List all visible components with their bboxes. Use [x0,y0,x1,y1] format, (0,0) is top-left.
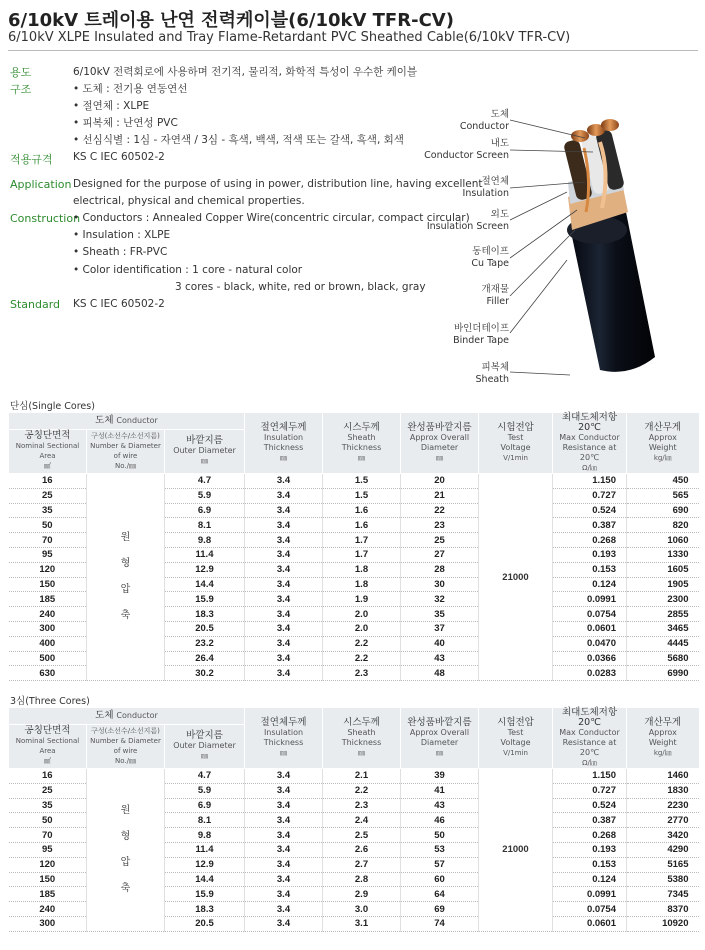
outer-diameter-cell: 26.4 [165,651,245,666]
overall-diameter-cell: 22 [401,503,479,518]
insulation-cell: 3.4 [245,533,323,548]
sheath-cell: 3.0 [323,902,401,917]
sheath-header: 시스두께 Sheath Thickness ㎜ [323,413,401,474]
title-divider [8,50,698,51]
insulation-cell: 3.4 [245,902,323,917]
overall-diameter-cell: 23 [401,518,479,533]
test-voltage-cell: 21000 [479,769,553,932]
outer-diameter-cell: 30.2 [165,666,245,681]
weight-cell: 2230 [627,798,699,813]
outer-diameter-cell: 4.7 [165,474,245,489]
overall-diameter-cell: 32 [401,592,479,607]
sheath-cell: 2.3 [323,798,401,813]
sheath-cell: 2.0 [323,607,401,622]
overall-header: 완성품바깥지름 Approx Overall Diameter ㎜ [401,708,479,769]
overall-diameter-cell: 21 [401,488,479,503]
insulation-cell: 3.4 [245,488,323,503]
weight-cell: 1605 [627,562,699,577]
weight-cell: 5680 [627,651,699,666]
area-cell: 70 [9,533,87,548]
application-line: Designed for the purpose of using in power, distribution line, having excellent [73,178,483,190]
resistance-cell: 0.153 [553,562,627,577]
standard-label-en: Standard [10,298,61,311]
outer-diameter-cell: 6.9 [165,798,245,813]
overall-diameter-cell: 25 [401,533,479,548]
sheath-cell: 2.8 [323,872,401,887]
wire-construction-char: 축 [120,610,131,622]
overall-diameter-cell: 60 [401,872,479,887]
construction-item: • Insulation : XLPE [73,229,171,241]
label-sheath: 피복체 Sheath [475,362,509,385]
weight-cell: 4290 [627,842,699,857]
resistance-cell: 0.124 [553,872,627,887]
wire-construction-char: 원 [120,532,131,544]
area-cell: 240 [9,607,87,622]
insulation-cell: 3.4 [245,518,323,533]
wire-construction-char: 축 [120,882,131,894]
insulation-cell: 3.4 [245,916,323,931]
area-cell: 120 [9,857,87,872]
outer-diameter-header: 바깥지름 Outer Diameter ㎜ [165,429,245,473]
construction-item: • Conductors : Annealed Copper Wire(concentric circular, compact circular) [73,212,470,224]
resistance-cell: 0.387 [553,518,627,533]
weight-cell: 565 [627,488,699,503]
resistance-cell: 0.524 [553,503,627,518]
insulation-cell: 3.4 [245,828,323,843]
insulation-cell: 3.4 [245,547,323,562]
area-cell: 25 [9,488,87,503]
area-cell: 630 [9,666,87,681]
structure-item: • 피복체 : 난연성 PVC [73,117,178,129]
insulation-cell: 3.4 [245,651,323,666]
area-cell: 95 [9,547,87,562]
label-conductor-screen: 내도 Conductor Screen [424,138,509,161]
insulation-cell: 3.4 [245,592,323,607]
outer-diameter-cell: 11.4 [165,547,245,562]
insulation-header: 절연체두께 Insulation Thickness ㎜ [245,413,323,474]
area-cell: 35 [9,798,87,813]
weight-cell: 4445 [627,636,699,651]
resistance-cell: 0.0366 [553,651,627,666]
weight-cell: 690 [627,503,699,518]
label-binder-tape: 바인더테이프 Binder Tape [453,323,509,346]
sheath-cell: 2.2 [323,651,401,666]
use-text: 6/10kV 전력회로에 사용하며 전기적, 물리적, 화학적 특성이 우수한 케이블 [73,66,418,78]
outer-diameter-cell: 14.4 [165,872,245,887]
sheath-cell: 2.7 [323,857,401,872]
standard-label-ko: 적용규격 [10,153,53,166]
standard-text-en: KS C IEC 60502-2 [73,298,165,310]
weight-cell: 2770 [627,813,699,828]
area-cell: 35 [9,503,87,518]
overall-diameter-cell: 35 [401,607,479,622]
outer-diameter-cell: 15.9 [165,887,245,902]
wire-construction-char: 형 [120,558,131,570]
sheath-cell: 2.2 [323,783,401,798]
weight-cell: 1460 [627,769,699,784]
area-cell: 50 [9,813,87,828]
overall-diameter-cell: 43 [401,798,479,813]
label-filler: 개재물 Filler [481,284,509,307]
sheath-cell: 2.6 [323,842,401,857]
area-cell: 150 [9,872,87,887]
area-header: 공칭단면적 Nominal Sectional Area ㎟ [9,724,87,768]
sheath-cell: 1.6 [323,503,401,518]
area-cell: 16 [9,769,87,784]
resistance-cell: 0.0991 [553,592,627,607]
area-cell: 70 [9,828,87,843]
weight-cell: 7345 [627,887,699,902]
conductor-header: 도체 Conductor [9,708,245,724]
insulation-cell: 3.4 [245,562,323,577]
insulation-cell: 3.4 [245,842,323,857]
label-conductor: 도체 Conductor [459,109,509,132]
overall-diameter-cell: 46 [401,813,479,828]
construction-item: 3 cores - black, white, red or brown, black, gray [175,281,426,293]
resistance-header: 최대도체저항20℃ Max Conductor Resistance at 20℃ Ω/㎞ [553,413,627,474]
outer-diameter-cell: 18.3 [165,607,245,622]
test-voltage-header: 시험전압 Test Voltage V/1min [479,708,553,769]
insulation-header: 절연체두께 Insulation Thickness ㎜ [245,708,323,769]
insulation-cell: 3.4 [245,887,323,902]
weight-cell: 6990 [627,666,699,681]
overall-diameter-cell: 30 [401,577,479,592]
resistance-cell: 0.0754 [553,902,627,917]
application-line: electrical, physical and chemical properties. [73,195,305,207]
overall-diameter-cell: 37 [401,621,479,636]
resistance-cell: 0.727 [553,488,627,503]
overall-diameter-cell: 53 [401,842,479,857]
weight-cell: 1905 [627,577,699,592]
wire-construction-char: 원 [120,804,131,816]
outer-diameter-cell: 6.9 [165,503,245,518]
wire-construction-char: 압 [120,856,131,868]
weight-cell: 2855 [627,607,699,622]
resistance-header: 최대도체저항20℃ Max Conductor Resistance at 20℃ Ω/㎞ [553,708,627,769]
resistance-cell: 0.0991 [553,887,627,902]
structure-item: • 도체 : 전기용 연동연선 [73,83,188,95]
resistance-cell: 0.387 [553,813,627,828]
overall-diameter-cell: 57 [401,857,479,872]
resistance-cell: 0.193 [553,547,627,562]
weight-header: 개산무게 Approx Weight kg/㎞ [627,413,699,474]
resistance-cell: 0.268 [553,828,627,843]
sheath-cell: 1.5 [323,474,401,489]
insulation-cell: 3.4 [245,621,323,636]
construction-item: • Sheath : FR-PVC [73,246,168,258]
outer-diameter-header: 바깥지름 Outer Diameter ㎜ [165,724,245,768]
area-cell: 50 [9,518,87,533]
area-cell: 120 [9,562,87,577]
table-row [9,474,699,489]
weight-cell: 450 [627,474,699,489]
page-subtitle: 6/10kV XLPE Insulated and Tray Flame-Retardant PVC Sheathed Cable(6/10kV TFR-CV) [8,30,571,45]
outer-diameter-cell: 12.9 [165,562,245,577]
weight-cell: 3465 [627,621,699,636]
wire-construction-cell [87,474,165,681]
three-core-table [8,708,699,932]
sheath-cell: 2.5 [323,828,401,843]
overall-diameter-cell: 64 [401,887,479,902]
resistance-cell: 0.268 [553,533,627,548]
overall-diameter-cell: 28 [401,562,479,577]
overall-diameter-cell: 43 [401,651,479,666]
sheath-cell: 1.6 [323,518,401,533]
insulation-cell: 3.4 [245,798,323,813]
sheath-cell: 1.7 [323,547,401,562]
sheath-cell: 2.0 [323,621,401,636]
test-voltage-header: 시험전압 Test Voltage V/1min [479,413,553,474]
insulation-cell: 3.4 [245,577,323,592]
label-insulation-screen: 외도 Insulation Screen [426,209,509,232]
area-cell: 400 [9,636,87,651]
resistance-cell: 0.0283 [553,666,627,681]
sheath-cell: 1.5 [323,488,401,503]
area-cell: 95 [9,842,87,857]
weight-cell: 1060 [627,533,699,548]
weight-cell: 820 [627,518,699,533]
sheath-cell: 2.4 [323,813,401,828]
overall-diameter-cell: 48 [401,666,479,681]
outer-diameter-cell: 4.7 [165,769,245,784]
overall-diameter-cell: 20 [401,474,479,489]
weight-cell: 2300 [627,592,699,607]
outer-diameter-cell: 8.1 [165,813,245,828]
label-cu-tape: 동테이프 Cu Tape [471,246,509,269]
wire-construction-char: 압 [120,584,131,596]
resistance-cell: 0.727 [553,783,627,798]
weight-cell: 10920 [627,916,699,931]
insulation-cell: 3.4 [245,666,323,681]
table-row [9,769,699,784]
outer-diameter-cell: 12.9 [165,857,245,872]
overall-diameter-cell: 74 [401,916,479,931]
resistance-cell: 0.0470 [553,636,627,651]
sheath-cell: 2.2 [323,636,401,651]
outer-diameter-cell: 23.2 [165,636,245,651]
area-header: 공칭단면적 Nominal Sectional Area ㎟ [9,429,87,473]
outer-diameter-cell: 15.9 [165,592,245,607]
resistance-cell: 0.524 [553,798,627,813]
insulation-cell: 3.4 [245,607,323,622]
insulation-cell: 3.4 [245,857,323,872]
leader-lines [505,100,625,390]
outer-diameter-cell: 5.9 [165,488,245,503]
insulation-cell: 3.4 [245,474,323,489]
area-cell: 185 [9,592,87,607]
insulation-cell: 3.4 [245,503,323,518]
sheath-cell: 1.7 [323,533,401,548]
insulation-cell: 3.4 [245,636,323,651]
structure-item: • 절연체 : XLPE [73,100,150,112]
sheath-cell: 2.1 [323,769,401,784]
insulation-cell: 3.4 [245,813,323,828]
resistance-cell: 0.193 [553,842,627,857]
outer-diameter-cell: 9.8 [165,533,245,548]
sheath-cell: 1.9 [323,592,401,607]
resistance-cell: 0.124 [553,577,627,592]
weight-header: 개산무게 Approx Weight kg/㎞ [627,708,699,769]
weight-cell: 3420 [627,828,699,843]
area-cell: 150 [9,577,87,592]
weight-cell: 1330 [627,547,699,562]
sheath-cell: 1.8 [323,562,401,577]
conductor-header: 도체 Conductor [9,413,245,429]
test-voltage-cell: 21000 [479,474,553,681]
outer-diameter-cell: 14.4 [165,577,245,592]
resistance-cell: 1.150 [553,769,627,784]
resistance-cell: 0.0601 [553,916,627,931]
use-label: 용도 [10,66,32,79]
application-label: Application [10,178,72,191]
structure-label: 구조 [10,83,32,96]
wire-construction-char: 형 [120,830,131,842]
structure-item: • 선심식별 : 1심 - 자연색 / 3심 - 흑색, 백색, 적색 또는 갈색, 흑색, 회색 [73,134,404,146]
overall-diameter-cell: 39 [401,769,479,784]
page-title: 6/10kV 트레이용 난연 전력케이블(6/10kV TFR-CV) [8,10,454,31]
wire-header: 구성(소선수/소선지름) Number & Diameter of wire No./㎜ [87,429,165,473]
area-cell: 240 [9,902,87,917]
area-cell: 185 [9,887,87,902]
outer-diameter-cell: 20.5 [165,621,245,636]
outer-diameter-cell: 20.5 [165,916,245,931]
three-core-caption: 3심(Three Cores) [10,696,90,707]
resistance-cell: 0.153 [553,857,627,872]
overall-diameter-cell: 40 [401,636,479,651]
overall-header: 완성품바깥지름 Approx Overall Diameter ㎜ [401,413,479,474]
wire-construction-cell [87,769,165,932]
area-cell: 300 [9,621,87,636]
wire-header: 구성(소선수/소선지름) Number & Diameter of wire No./㎜ [87,724,165,768]
sheath-cell: 1.8 [323,577,401,592]
construction-item: • Color identification : 1 core - natural color [73,264,303,276]
area-cell: 500 [9,651,87,666]
outer-diameter-cell: 9.8 [165,828,245,843]
insulation-cell: 3.4 [245,769,323,784]
construction-label: Construction [10,212,81,225]
overall-diameter-cell: 27 [401,547,479,562]
single-core-caption: 단심(Single Cores) [10,401,95,412]
overall-diameter-cell: 50 [401,828,479,843]
weight-cell: 8370 [627,902,699,917]
area-cell: 300 [9,916,87,931]
resistance-cell: 0.0754 [553,607,627,622]
outer-diameter-cell: 8.1 [165,518,245,533]
area-cell: 16 [9,474,87,489]
label-insulation: 절연체 Insulation [462,176,509,199]
sheath-cell: 3.1 [323,916,401,931]
sheath-cell: 2.3 [323,666,401,681]
area-cell: 25 [9,783,87,798]
overall-diameter-cell: 69 [401,902,479,917]
resistance-cell: 0.0601 [553,621,627,636]
outer-diameter-cell: 5.9 [165,783,245,798]
single-core-table [8,413,699,681]
sheath-cell: 2.9 [323,887,401,902]
resistance-cell: 1.150 [553,474,627,489]
outer-diameter-cell: 18.3 [165,902,245,917]
weight-cell: 1830 [627,783,699,798]
insulation-cell: 3.4 [245,872,323,887]
weight-cell: 5165 [627,857,699,872]
insulation-cell: 3.4 [245,783,323,798]
standard-text-ko: KS C IEC 60502-2 [73,151,165,163]
sheath-header: 시스두께 Sheath Thickness ㎜ [323,708,401,769]
overall-diameter-cell: 41 [401,783,479,798]
weight-cell: 5380 [627,872,699,887]
outer-diameter-cell: 11.4 [165,842,245,857]
